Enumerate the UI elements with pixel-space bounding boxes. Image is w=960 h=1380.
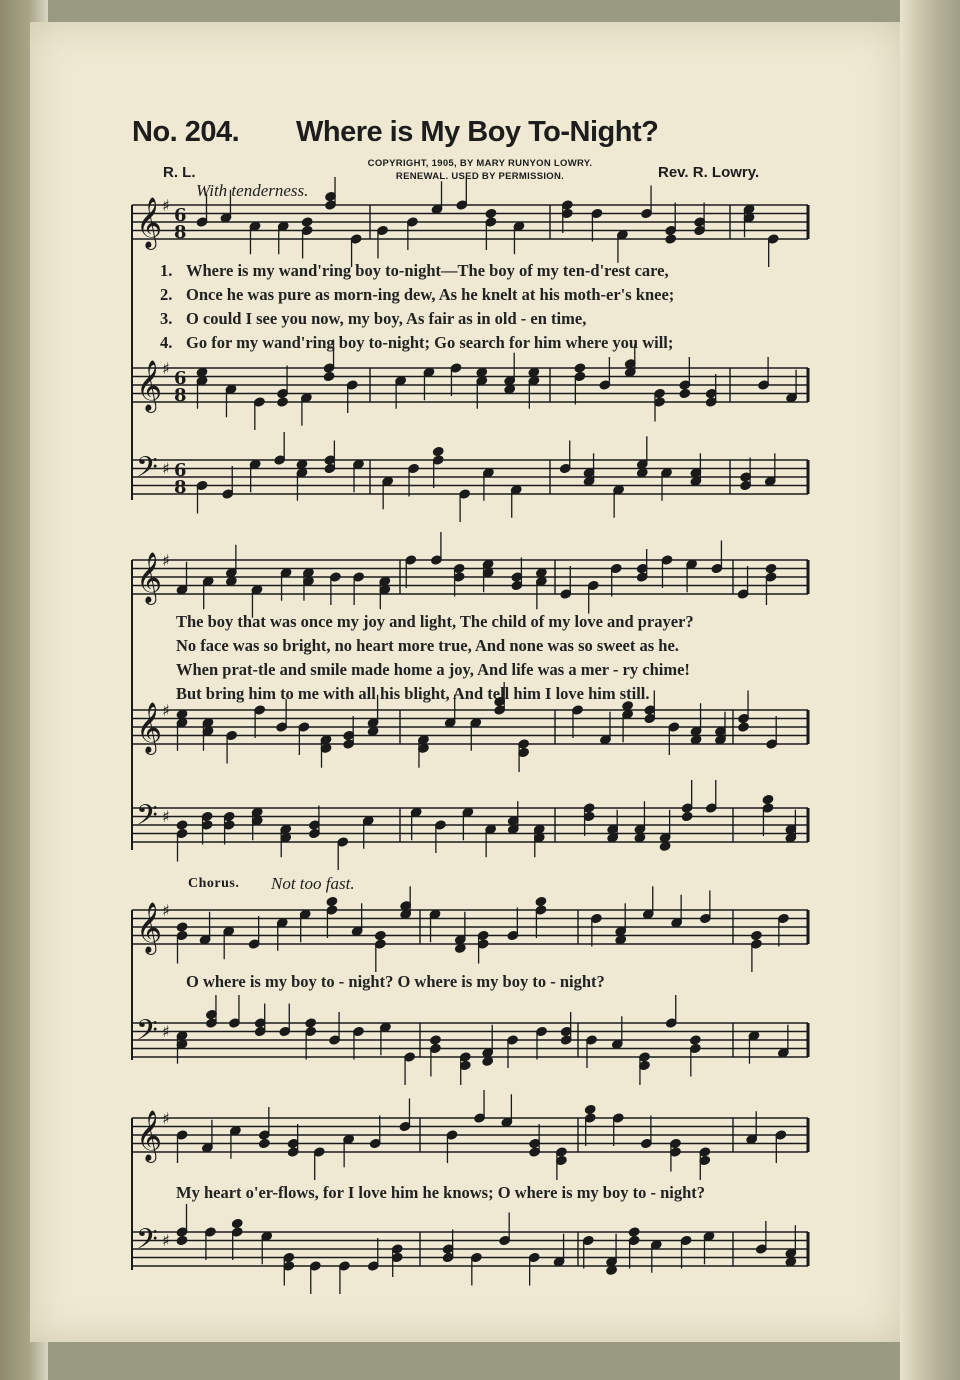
note-head [665,234,677,245]
staff [132,460,808,494]
bass-clef-icon: 𝄢 [136,451,158,491]
note-head [765,563,777,574]
note-head [535,896,547,907]
treble-clef-icon: 𝄞 [136,197,163,248]
note-head [176,820,188,831]
verse-number: 1. [160,261,173,280]
time-signature: 8 [174,222,187,243]
note-head [738,722,750,733]
bass-clef-icon: 𝄢 [136,1014,158,1054]
lyric-line: Once he was pure as morn-ing dew, As he knelt at his moth-er's knee; [186,285,675,304]
treble-clef-icon: 𝄞 [136,360,163,411]
bass-clef-icon: 𝄢 [136,1223,158,1263]
note-head [485,208,497,219]
time-signature: 8 [174,477,187,498]
lyric-line: The boy that was once my joy and light, The child of my love and prayer? [176,612,694,631]
treble-clef-icon: 𝄞 [136,552,163,603]
chorus-lyric-line: O where is my boy to - night? O where is my boy to - night? [186,972,605,991]
lyric-line: O could I see you now, my boy, As fair as in old - en time, [186,309,587,328]
composer-credit: Rev. R. Lowry. [658,164,760,181]
note-head [176,1235,188,1246]
lyric-line: But bring him to me with all his blight, And tell him I love him still. [176,684,650,703]
note-head [679,388,691,399]
sharp-icon: ♯ [162,807,170,826]
sharp-icon: ♯ [162,901,170,920]
time-signature: 6 [174,368,187,389]
note-head [374,930,386,941]
bass-clef-icon: 𝄢 [136,799,158,839]
sharp-icon: ♯ [162,551,170,570]
note-head [681,811,693,822]
note-head [574,363,586,374]
sharp-icon: ♯ [162,196,170,215]
sharp-icon: ♯ [162,1231,170,1250]
lyric-line: When prat-tle and smile made home a joy, And life was a mer - ry chime! [176,660,690,679]
treble-clef-icon: 𝄞 [136,1110,163,1161]
chorus-lyric-line: My heart o'er-flows, for I love him he knows; O where is my boy to - night? [176,1183,706,1202]
sharp-icon: ♯ [162,701,170,720]
sharp-icon: ♯ [162,459,170,478]
note-head [432,446,444,457]
staff [132,205,808,239]
note-head [628,1227,640,1238]
tempo-marking: With tenderness. [196,181,309,200]
hymn-title: Where is My Boy To-Night? [296,116,659,148]
treble-clef-icon: 𝄞 [136,702,163,753]
staff [132,1023,808,1057]
note-head [323,371,335,382]
copyright-line: COPYRIGHT, 1905, BY MARY RUNYON LOWRY. [367,158,593,169]
copyright-line: RENEWAL. USED BY PERMISSION. [395,171,565,182]
verse-number: 2. [160,285,173,304]
note-head [231,1218,243,1229]
time-signature: 8 [174,385,187,406]
treble-clef-icon: 𝄞 [136,902,163,953]
lyricist-credit: R. L. [163,164,196,181]
note-head [584,1104,596,1115]
time-signature: 6 [174,460,187,481]
verse-number: 3. [160,309,173,328]
note-head [689,1035,701,1046]
chorus-tempo-marking: Not too fast. [271,874,355,893]
note-head [258,1138,270,1149]
lyric-line: No face was so bright, no heart more true, And none was so sweet as he. [176,636,679,655]
lyric-line: Where is my wand'ring boy to-night—The boy of my ten-d'rest care, [186,261,669,280]
note-head [301,217,313,228]
note-head [176,922,188,933]
sharp-icon: ♯ [162,1109,170,1128]
note-head [750,930,762,941]
time-signature: 6 [174,205,187,226]
verse-number: 4. [160,333,173,352]
sharp-icon: ♯ [162,1022,170,1041]
sharp-icon: ♯ [162,359,170,378]
note-head [762,794,774,805]
note-head [429,1035,441,1046]
note-head [305,1018,317,1029]
chorus-label: Chorus. [188,876,240,891]
note-head [326,896,338,907]
lyric-line: Go for my wand'ring boy to-night; Go search for him where you will; [186,333,674,352]
hymn-number: No. 204. [132,116,240,148]
note-head [277,397,289,408]
